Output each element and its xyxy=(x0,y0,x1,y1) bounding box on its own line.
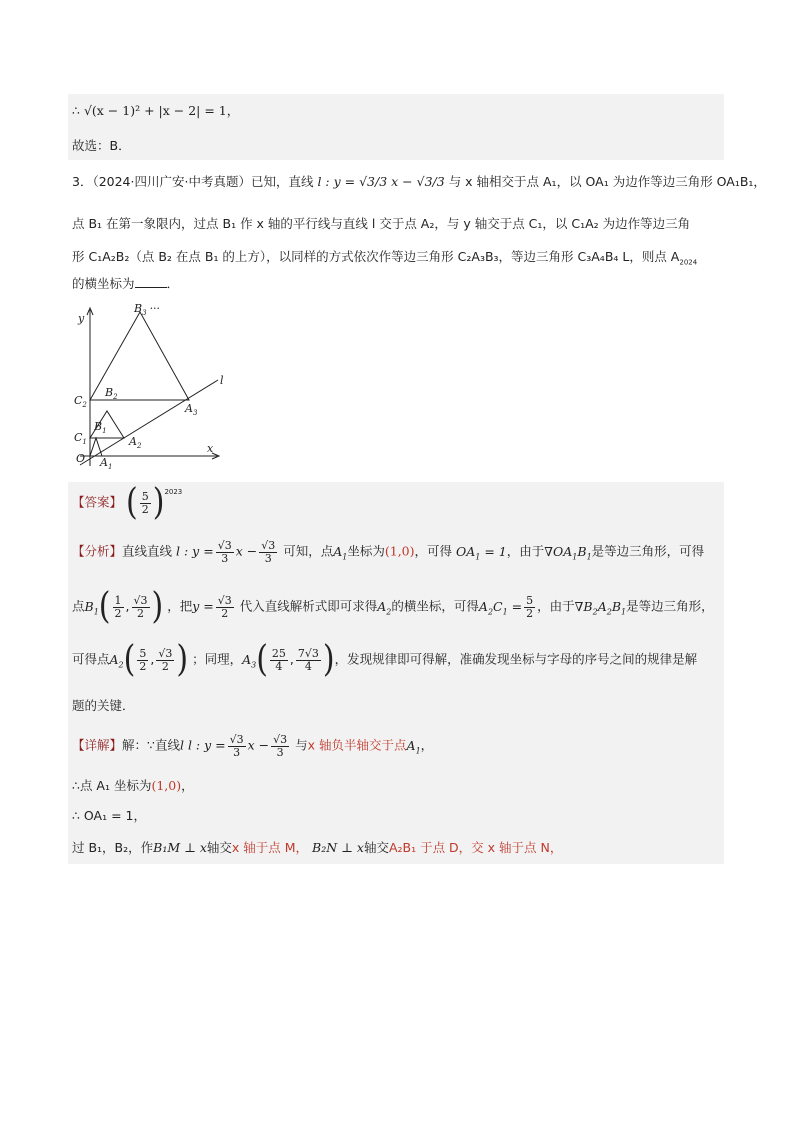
detail-line-3: ∴ OA₁ = 1， xyxy=(72,808,146,823)
question-line-3: 形 C₁A₂B₂（点 B₂ 在点 B₁ 的上方），以同样的方式依次作等边三角形 C₂A₃B₃，等边三角形 C₃A₄B₄ L，则点 $A_{2024}$ xyxy=(72,249,698,267)
question-line-2: 点 B₁ 在第一象限内，过点 B₁ 作 x 轴的平行线与直线 l 交于点 A₂，与 y 轴交于点 C₁，以 C₁A₂ 为边作等边三角 xyxy=(72,216,691,231)
answer-blank xyxy=(135,277,167,288)
label-b1: $B_1$ xyxy=(94,420,107,435)
label-a1: $A_1$ xyxy=(100,456,113,471)
answer-line: 【答案】 ( $\frac{5}{2}$ )$^{2023}$ xyxy=(72,481,183,524)
detail-line-4: 过 B₁，B₂，作B₁M ⊥ x轴交x 轴于点 M， B₂N ⊥ x轴交A₂B₁ 于点 D，交 x 轴于点 N， xyxy=(72,840,563,855)
question-line-4: 的横坐标为 ． xyxy=(72,276,180,291)
detail-line-1: 【详解】解：∵直线l l : y = $\frac{√3}{3}$ x − $\frac{√3}{3}$ 与x 轴负半轴交于点$A_1$， xyxy=(72,733,434,759)
label-a2: $A_2$ xyxy=(129,435,142,450)
label-c1: $C_1$ xyxy=(74,431,87,446)
answer-fraction: $\frac{5}{2}$ xyxy=(141,489,149,516)
therefore-line: ∴ √(x − 1)² + |x − 2| = 1， xyxy=(72,103,240,118)
label-x: x xyxy=(207,442,214,455)
triangle-oa1b1 xyxy=(90,438,102,456)
label-b2: $B_2$ xyxy=(105,386,118,401)
label-a3: $A_3$ xyxy=(185,402,198,417)
detail-line-2: ∴点 A₁ 坐标为(1,0)， xyxy=(72,778,194,793)
answer-tag: 【答案】 xyxy=(72,494,123,510)
label-y: y xyxy=(78,312,85,325)
line-equation: l : y = √3/3 x − √3/3 xyxy=(317,174,445,189)
label-b3: $B_3$ ··· xyxy=(134,302,161,317)
analysis-line-4: 题的关键． xyxy=(72,698,135,713)
label-o: O xyxy=(76,452,86,465)
root-expression: √(x − 1)² + |x − 2| = 1 xyxy=(83,103,227,118)
question-line-1: 3．（2024·四川广安·中考真题）已知，直线 l : y = √3/3 x − √3/3 与 x 轴相交于点 A₁，以 OA₁ 为边作等边三角形 OA₁B₁， xyxy=(72,174,766,189)
label-l: l xyxy=(220,374,224,387)
analysis-line-3: 可得点$A_2$( $\frac{5}{2}$ , $\frac{√3}{2}$ ) ；同理，$A_3$( $\frac{25}{4}$ , $\frac{7√3}{4}$ )，发现规律即可得解，准确发现坐标与字母的序号之间的规律是解 xyxy=(72,638,698,681)
triangle-figure xyxy=(72,300,232,472)
analysis-line-1: 【分析】直线直线 l : y = $\frac{√3}{3}$ x − $\frac{√3}{3}$ 可知，点$A_1$坐标为(1,0)，可得 $OA_1 = 1$，由于$\nabla OA_1B_1$是等边三角形，可得 xyxy=(72,539,705,565)
analysis-line-2: 点$B_1$( $\frac{1}{2}$ , $\frac{√3}{2}$ ) ，把y = $\frac{√3}{2}$ 代入直线解析式即可求得$A_2$的横坐标，可得$A_2C_1$ = $\frac{5}{2}$ ，由于$\nabla B_2A_2B_1$是等边三角形， xyxy=(72,585,714,628)
label-c2: $C_2$ xyxy=(74,394,87,409)
choice-line: 故选：B． xyxy=(72,138,131,153)
